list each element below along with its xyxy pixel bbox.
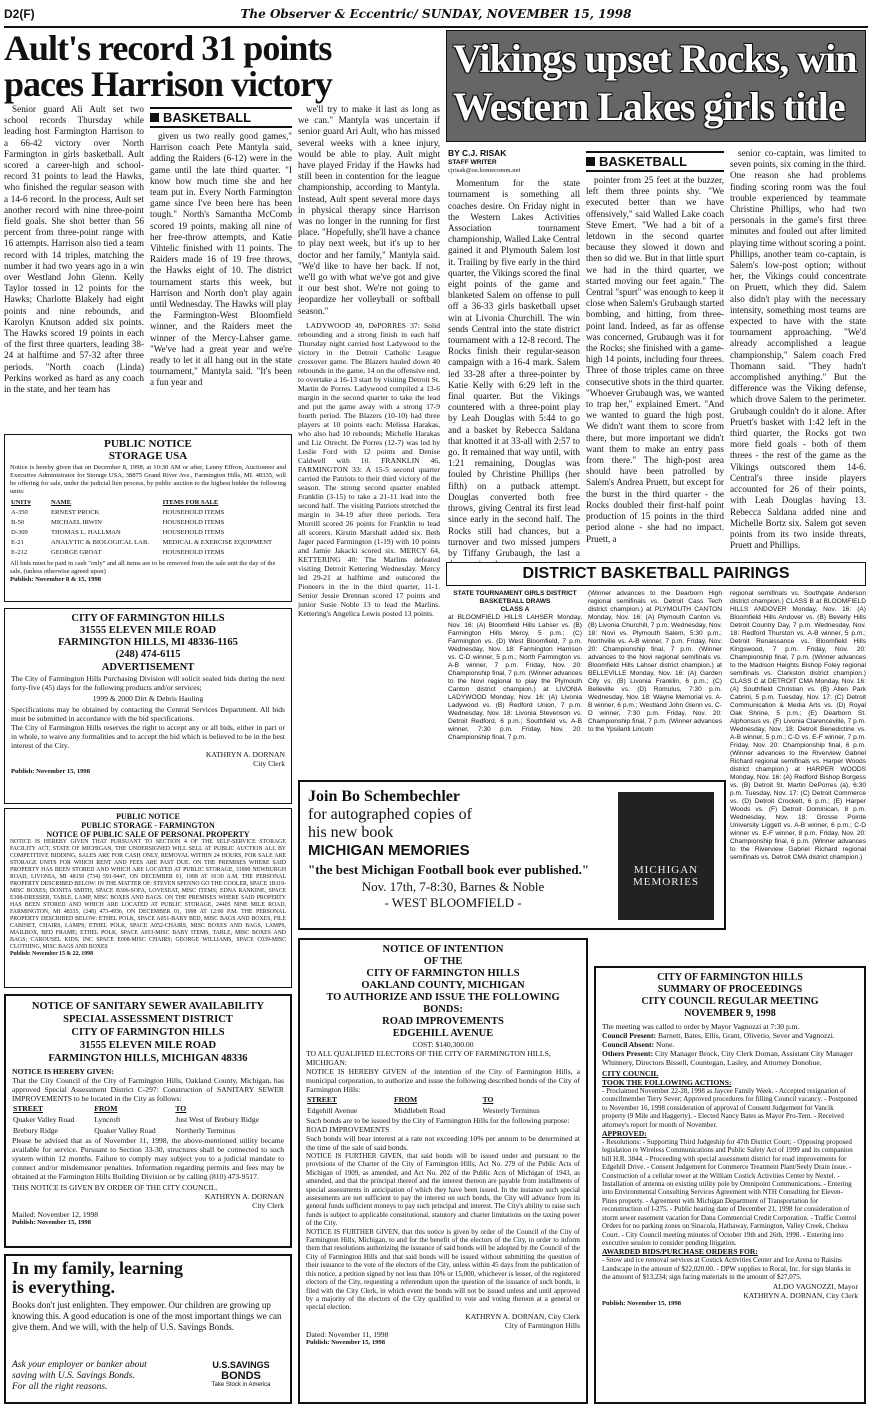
ps-body: NOTICE IS HEREBY GIVEN THAT PURSUANT TO SECTION 4 OF THE SELF-SERVICE STORAGE FACILITY ACT, STATE OF MICHIGAN, THE UNDERSIGNED WILL SELL AT PUBLIC AUCTION ALL BY COMPETITIVE BIDDING, SALES ARE FOR CASH ONLY, REMOVAL WITHIN 24 HOURS, FOR SALE ARE STORAGE UNITS FOR WHICH RENT AND FEES ARE PAST DUE. ON THE PREMISES WHERE SAID PROPERTY HAS BEEN STORED AND WHICH ARE LOCATED AT PUBLIC STORAGE, 31890 NEWBURGH ROAD, LIVONIA, MI 48150 (734) 591-9447, ON DECEMBER 01, 1998 AT 10:30 A.M. THE PERSONAL PROPERTY DESCRIBED BELOW: IN THE MATTER OF: STEVEN SPENNO GO THE COOLER, SPACE 1B119-MISC BOXES; DONITA SMITH, SPACE B306-SOFA, LOVESEAT, MISC ITEMS; EDNA RANKINE, SPACE E308-DRESSER, TABLE, LAMP, MISC BOXES AND BAGS. ON THE PREMISES WHERE SAID PROPERTY HAS BEEN STORED AND WHICH ARE LOCATED AT PUBLIC STORAGE, 24405 NINE MILE ROAD, FARMINGTON, MI 48335, (248) 473-4936, ON DECEMBER 01, 1998 AT 12:00 P.M. THE PERSONAL PROPERTY DESCRIBED BELOW: ETHEL POLK, SPACE A051-BABY BED, MISC BAGS AND BOXES, FILE CABINET, CHAIRS, LAMPS; ETHEL POLK, SPACE A052-CHAIRS, MISC BOXES AND BAGS, LAMPS, MAILBOX, BED FRAME; ETHEL POLK, SPACE A053-MISC BABY ITEMS, TABLE, MISC BOXES AND BAGS; CAROUSEL KIDS, INC SPACE E008-MISC CHAIRS; GEORGE WILLIAMS, SPACE C039-MISC CLOTHING, MISC BAGS AND BOXES <box>10 839 286 950</box>
bonds-headline-1: In my family, learning <box>12 1258 184 1278</box>
farm-ad-title-2: 31555 ELEVEN MILE ROAD <box>79 625 217 636</box>
table-row <box>10 538 286 548</box>
sewer-sig1: KATHRYN A. DORNAN <box>204 1192 284 1201</box>
summary-title-1: CITY OF FARMINGTON HILLS <box>657 972 803 983</box>
summary-present-label: Council Present: <box>602 1031 657 1040</box>
table-cell: Westerly Terminus <box>482 1106 540 1115</box>
schembechler-line3: his new book <box>308 824 394 841</box>
summary-sig2: KATHRYN A. DORNAN, City Clerk <box>743 1290 858 1300</box>
table-cell: Quaker Valley Road <box>13 1115 75 1124</box>
intent-p3: Such bonds will bear interest at a rate not exceeding 10% per annum to be determined at the time of the sale of said bonds. <box>306 1134 580 1152</box>
summary-absent-row <box>602 1040 858 1049</box>
farm-ad-sig2: City Clerk <box>253 759 285 768</box>
table-cell: E-21 <box>11 539 24 546</box>
table-cell: HOUSEHOLD ITEMS <box>162 549 225 556</box>
savings-bonds-logo <box>196 1360 286 1388</box>
table-cell: Brebury Ridge <box>13 1126 58 1135</box>
farmington-bid-notice <box>4 608 292 804</box>
vikings-headline-line1: Vikings upset Rocks, win <box>453 36 857 81</box>
summary-absent-label: Council Absent: <box>602 1040 655 1049</box>
sewer-title-2: SPECIAL ASSESSMENT DISTRICT <box>63 1014 233 1025</box>
savings-bonds-ad <box>4 1254 292 1404</box>
table-header: STREET <box>307 1095 337 1104</box>
sewer-given: NOTICE IS HEREBY GIVEN: <box>12 1067 115 1076</box>
summary-proceedings <box>594 966 866 1404</box>
table-header: UNIT# <box>11 499 31 506</box>
summary-present-row <box>602 1031 858 1040</box>
bonds-cta-3: For all the right reasons. <box>12 1382 108 1392</box>
table-cell: B-50 <box>11 519 25 526</box>
ps-title-2: PUBLIC STORAGE - FARMINGTON <box>81 821 215 830</box>
ault-tag-label: BASKETBALL <box>163 110 252 125</box>
book-cover-title-2: MEMORIES <box>632 876 700 888</box>
sewer-table <box>12 1103 284 1136</box>
intent-p5: NOTICE IS FURTHER GIVEN, that this notice is given by order of the Council of the City of Farmington Hills, Michigan, to and for the benefit of the electors of the City, in order to inform them that resolutions authorizing the issuance of said bonds will be adopted by the Council of the City of Farmington Hills and that said bonds will be issued without submitting the question of their issuance to the vote of the electors of the City, unless within 45 days from the publication of this notice, a petition signed by not less than 10% or 15,000, whichever is lesser, of the registered electors of the City, requesting a referendum upon the question of the issuance of such bonds, is filed with the City Clerk, in which event the bonds will not be issued unless and until approved by a majority of the electors of the City qualified to vote and voting thereon at a general or special election. <box>306 1227 580 1312</box>
farm-ad-title-3: FARMINGTON HILLS, MI 48336-1165 <box>58 637 238 648</box>
storage-usa-notice <box>4 434 292 602</box>
square-icon <box>150 113 159 122</box>
square-icon <box>586 157 595 166</box>
sewer-title-5: FARMINGTON HILLS, MICHIGAN 48336 <box>48 1053 248 1064</box>
sewer-title-1: NOTICE OF SANITARY SEWER AVAILABILITY <box>31 1001 265 1012</box>
ault-text-2: given us two really good games," Harrison coach Pete Mantyla said, adding the Raiders (6-12) were in the game until the late third quarter. "I know how much time she and her team put in. Every North Farmington game since I've been here has been tough." North's Samantha McComb scored 19 points, making all nine of her free-throw attempts, and Katie Vihtelic finished with 11 points. The Raiders made 16 of 19 free throws, the Hawks eight of 10. The district tournament starts this week, but Harrison and North don't play again until Wednesday. The Hawks will play the Farmington-West Bloomfield winner, and the Raiders meet the winner of the Mercy-Lahser game. "We've had a great year and we're ready to let it all hang out in the state tournament," Mantyla said. "It's been a fun year and <box>150 131 292 388</box>
farm-ad-p2: Specifications may be obtained by contacting the Central Services Department. All bids must be submitted in accordance with the bid specifications. <box>11 705 285 723</box>
summary-title-4: NOVEMBER 9, 1998 <box>684 1008 776 1019</box>
table-row <box>10 518 286 528</box>
page-header <box>4 4 868 28</box>
schembechler-event: Nov. 17th, 7-8:30, Barnes & Noble <box>361 879 545 894</box>
ault-headline-line2: paces Harrison victory <box>4 64 332 104</box>
schembechler-book-title: MICHIGAN MEMORIES <box>308 842 470 859</box>
summary-awarded-list: - Snow and ice removal services at Costick Activities Center and Ice Arena to Raisins Landscape in the amount of $22,020.00. - DPW supplies to Rocal, Inc. for sign blanks in the amount of $13,234; sign facing materials in the amount of $27,075. <box>602 1256 851 1282</box>
table-header: FROM <box>94 1104 118 1113</box>
intent-title-6: BONDS: <box>423 1004 463 1015</box>
pairings-class-a: CLASS A <box>500 606 530 613</box>
table-cell: D-309 <box>11 529 28 536</box>
intent-title-4: OAKLAND COUNTY, MICHIGAN <box>361 980 525 991</box>
sewer-p3: THIS NOTICE IS GIVEN BY ORDER OF THE CITY COUNCIL. <box>12 1183 218 1192</box>
vikings-text-2: pointer from 25 feet at the buzzer, left them three points shy. "We executed better than we have offensively," said Walled Lake coach Steve Emert. "We had a bit of a letdown in the second quarter because they slowed it down and then so did we. But in that little spurt we had in the third quarter, we started moving our feet again." The Central "spurt" was enough to keep it close when Salem's Grubaugh started bombing, and hitting, from three-point land. Indeed, as far as offense was concerned, Grubaugh was it for the Rocks; she finished with a game-high 14 points, including four threes. Three of those triples came on three consecutive shots in the third quarter. "Whoever Grubaugh was, we wanted to trap her," explained Emert. "And we wanted to guard the high post. We didn't want them to score from there, but more important we didn't want them to make an entry pass from there." The high-post area should have been patrolled by Salem's Andrea Pruett, but except for the burst in the third quarter - the Rocks doubled their first-half point production of 15 points in the third period alone - she had no impact. Pruett, a <box>586 175 724 544</box>
vikings-byline-role: STAFF WRITER <box>448 159 497 167</box>
table-cell: MEDICAL & EXERCISE EQUIPMENT <box>162 539 273 546</box>
schembechler-ad <box>298 780 726 930</box>
table-header-row <box>12 1103 284 1114</box>
sewer-p2: Please be advised that as of November 11, 1998, the above-mentioned utility became available for service. Pursuant to Section 33-30, structures shall be connected to such system within 12 months. Failure to comply may subject you to a judicial mandate to connect and/or misdemeanor penalties. Information regarding permits and fees may be obtained at the Farmington Hills Building Division or by calling (810) 473-9517. <box>12 1136 284 1181</box>
intent-p4: NOTICE IS FURTHER GIVEN, that said bonds will be issued under and pursuant to the provisions of the Charter of the City of Farmington Hills, Act No. 279 of the Public Acts of Michigan of 1909, as amended, and Act No. 202 of the Public Acts of Michigan of 1943, as amended, and that the principal thereof and the interest thereon are payable from installments of special assessments in anticipation of which they have been issued. In the instance such special assessments are not sufficient to pay the interest on such bonds, the City will advance from its general funds sufficient moneys to pay such principal and interest. The City's ability to raise such funds is subject to applicable constitutional, statutory and charter limitations on the taxing power of the City. <box>306 1152 580 1228</box>
intent-table <box>306 1094 580 1116</box>
summary-actions: - Proclaimed November 22-28, 1998 as Jaycee Family Week. - Accepted resignation of councilmember Terry Sever; Approved procedures for filling Council vacancy. - Postponed to November 16, 1998 consideration of approval of Consent Judgement for Vancik property (9 Mile and Haggerty). - Elected Nancy Bates as Mayor Pro-Tem. - Received attorney's report for month of November. <box>602 1087 858 1129</box>
ault-tag <box>150 107 292 128</box>
intent-p1: NOTICE IS HEREBY GIVEN of the intention of the City of Farmington Hills, a municipal corporation, to authorize and issue the following described bonds of the City of Farmington Hills: <box>306 1067 580 1094</box>
table-cell: Quaker Valley Road <box>94 1126 156 1135</box>
sewer-title-4: 31555 ELEVEN MILE ROAD <box>79 1040 217 1051</box>
ps-publish: Publish: November 15 & 22, 1998 <box>10 951 93 957</box>
table-cell: Northerly Terminus <box>175 1126 236 1135</box>
farm-ad-p3: The City of Farmington Hills reserves the right to accept any or all bids, either in part or in whole, to waive any formalities and to accept the bid which is believed to be in the best interest of the City. <box>11 723 285 750</box>
intent-title-1: NOTICE OF INTENTION <box>382 944 504 955</box>
table-header-row <box>10 498 286 508</box>
pairings-column-3 <box>730 590 866 962</box>
ault-column-1 <box>4 104 144 430</box>
summary-present: Barnett, Bates, Ellis, Grant, Oliverio, Sever and Vagnozzi. <box>657 1031 835 1040</box>
farm-ad-p1: The City of Farmington Hills Purchasing Division will solicit sealed bids during the next forty-five (45) days for the following products and/or services; <box>11 674 285 692</box>
sewer-publish: Publish: November 15, 1998 <box>12 1219 92 1226</box>
intent-to: TO ALL QUALIFIED ELECTORS OF THE CITY OF FARMINGTON HILLS, MICHIGAN: <box>306 1049 551 1067</box>
storage-usa-table <box>10 498 286 558</box>
bonds-headline-2: is everything. <box>12 1277 115 1297</box>
ps-title-1: PUBLIC NOTICE <box>116 812 180 821</box>
vikings-tag <box>586 151 724 172</box>
bonds-cta-1: Ask your employer or banker about <box>12 1360 147 1370</box>
vikings-byline: BY C.J. RISAK <box>448 148 507 158</box>
ps-title-3: NOTICE OF PUBLIC SALE OF PERSONAL PROPERTY <box>46 830 250 839</box>
vikings-headline-line2: Western Lakes girls title <box>453 84 845 129</box>
pairings-banner: DISTRICT BASKETBALL PAIRINGS <box>446 562 866 586</box>
intent-title-8: EDGEHILL AVENUE <box>392 1028 494 1039</box>
table-cell: MICHAEL IRWIN <box>51 519 102 526</box>
sewer-sig2: City Clerk <box>252 1201 284 1210</box>
table-cell: HOUSEHOLD ITEMS <box>162 519 225 526</box>
sewer-mailed: Mailed: November 12, 1998 <box>12 1210 99 1219</box>
pairings-column-2 <box>588 590 722 790</box>
table-cell: Edgehill Avenue <box>307 1106 358 1115</box>
pairings-text-1: at BLOOMFIELD HILLS LAHSER Monday, Nov. 16: (A) Bloomfield Hills Lahser vs. (B) Farmington Hills Mercy, 5 p.m.; (C) Farmington vs. (D) West Bloomfield, 7 p.m. Wednesday, Nov. 18: Farmington Harrison vs. C-D winner, 5 p.m.; North Farmington vs. A-B winner, 7 p.m. Friday, Nov. 20: Championship final, 7 p.m. (Winner advances to the Novi regional to play the Plymouth Canton district champion.) at LIVONIA LADYWOOD Monday, Nov. 16: (A) Livonia Ladywood vs. (B) Redford Union, 7 p.m. Wednesday, Nov. 18: Livonia Stevenson vs. Detroit Redford, 6 p.m.; Southfield vs. A-B winner, 7:30 p.m. Friday, Nov. 20: Championship final, 7 p.m. <box>448 614 582 741</box>
summary-sig1: ALDO VAGNOZZI, Mayor <box>772 1281 858 1291</box>
ault-column-2 <box>150 104 292 430</box>
ault-column-3 <box>298 104 440 760</box>
table-cell: Middlebelt Road <box>393 1106 446 1115</box>
summary-others: City Manager Brock, City Clerk Dornan, Assistant City Manager Whinnery, Directors Bissell, Countegan, Lasley, and Attorney Donohue. <box>602 1049 853 1067</box>
summary-others-row <box>602 1049 858 1067</box>
storage-usa-title-2: STORAGE USA <box>108 450 188 462</box>
schembechler-quote: "the best Michigan Football book ever published." <box>308 862 590 877</box>
intent-title-7: ROAD IMPROVEMENTS <box>382 1016 504 1027</box>
table-row <box>10 528 286 538</box>
table-header: FROM <box>393 1095 418 1104</box>
bonds-logo-1: U.S.SAVINGS <box>212 1360 270 1370</box>
table-row <box>12 1125 284 1136</box>
summary-approved: APPROVED: <box>602 1129 647 1139</box>
table-header: ITEMS FOR SALE <box>162 499 219 506</box>
storage-usa-body: Notice is hereby given that on December 8, 1998, at 10:30 AM or after, Lenny Effron, Auctioneer and Executive Administrator for Storage USA, 38875 Grand River Ave., Farmington Hills, MI. 48335, will be offering for sale, under the judicial lien process, by public auction to the highest bidder the following units: <box>10 464 286 495</box>
vikings-email: cjrisak@oe.homecomm.net <box>448 167 521 175</box>
summary-publish: Publish: November 15, 1998 <box>602 1299 682 1307</box>
farm-ad-publish: Publish: November 15, 1998 <box>11 768 91 775</box>
intent-sig1: KATHRYN A. DORNAN, City Clerk <box>465 1311 580 1321</box>
table-cell: HOUSEHOLD ITEMS <box>162 529 225 536</box>
intent-p2: Such bonds are to be issued by the City of Farmington Hills for the following purpose: <box>306 1116 570 1125</box>
farm-ad-title-1: CITY OF FARMINGTON HILLS <box>71 613 225 624</box>
intent-title-3: CITY OF FARMINGTON HILLS <box>366 968 520 979</box>
storage-usa-publish: Publish: November 8 & 15, 1998 <box>10 576 102 583</box>
schembechler-location: - WEST BLOOMFIELD - <box>384 895 522 910</box>
table-row <box>10 548 286 558</box>
ault-headline-line1: Ault's record 31 points <box>4 28 332 68</box>
table-header: TO <box>482 1095 494 1104</box>
intent-publish: Publish: November 15, 1998 <box>306 1338 386 1346</box>
table-row <box>10 508 286 518</box>
pairings-title: STATE TOURNAMENT GIRLS DISTRICT BASKETBALL DRAWS <box>453 590 577 605</box>
summary-awarded: AWARDED BIDS/PURCHASE ORDERS FOR: <box>602 1247 758 1257</box>
ault-text-1: Senior guard Ali Ault set two school records Thursday while leading host Farmington Harrison to a 66-42 victory over North Farmington in girls basketball. Ault scored a career-high and school-record 31 points to lead the Hawks, who finished the regular season with a 14-6 record. In the process, Ault set another record with nine three-point field goals. She shot better than 56 percent from three-point range with 16 attempts. Harrison also tied a team record with 14 triples, matching the number it had two years ago in a win over Westland John Glenn. Kelly Taylor tossed in 12 points for the Hawks; Charlotte Blakely had eight points and nine rebounds, and Karolyn Knutson added six points. The Hawks scored 19 points in each of the first three quarters, leading 38-24 at halftime and 57-32 after three periods. "North coach (Linda) Perkins worked as hard as any coach in the state, and her team has <box>4 104 144 395</box>
ault-roundup: LADYWOOD 49, DePORRES 37: Solid rebounding and a strong finish in each half Thursday night carried host Ladywood to the victory in the Detroit Catholic League crossover game. The Blazers hauled down 40 rebounds in the game, 14 on the offensive end, to overtake a 16-13 start by visiting Detroit St. Martin de Porres. Ladywood compiled a 13-6 margin in the second quarter to take the lead and put the game away with a strong 17-9 fourth period. The Blazers (10-10) had three players at 10 points each: Melissa Harakas, who also had 10 rebounds; Michelle Harakas and Liz Otrecht. De Porres (12-7) was led by Leslie Ford with 12 points and Denise Caldwell with 10. FRANKLIN 46, FARMINGTON 33: A 15-5 second quarter carried the Patriots to their third victory of the season. The strong second quarter enabled Franklin (3-15) to take a 21-11 lead into the second half. The visiting Patriots stretched the margin to 34-19 after three periods. Tera Morrill scored 26 points for Franklin to lead all scorers. Kirstin Marshall added six. Beth Jager paced Farmington (1-19) with 10 points and Jamie Jakacki scored six. MERCY 64, KETTERING 40: The Marlins defeated visiting Detroit Kettering Wednesday. Mercy led 29-21 at halftime and outscored the Pioneers in the in the third quarter, 11-1. Senior Jessie Drennan scored 17 points and junior Susie Noble 13 to lead the Marlins. Kettering's Angelica Lewis posted 13 points. <box>298 320 440 618</box>
sewer-p1: That the City Council of the City of Farmington Hills, Oakland County, Michigan, has approved Special Assessment District C-297: Construction of SANITARY SEWER IMPROVEMENTS to be located in the City as follows: <box>12 1076 284 1103</box>
table-cell: Lyncroft <box>94 1115 121 1124</box>
page-number: D2(F) <box>4 7 35 21</box>
summary-cc: CITY COUNCIL <box>602 1069 659 1078</box>
table-cell: THOMAS L. HALLMAN <box>51 529 121 536</box>
intent-dated: Dated: November 11, 1998 <box>306 1329 389 1339</box>
sewer-title-3: CITY OF FARMINGTON HILLS <box>71 1027 225 1038</box>
table-cell: GEORGE GROAT <box>51 549 102 556</box>
summary-title-2: SUMMARY OF PROCEEDINGS <box>657 984 803 995</box>
schembechler-line2: for autographed copies of <box>308 806 472 823</box>
sewer-notice <box>4 994 292 1248</box>
schembechler-line1: Join Bo Schembechler <box>308 788 460 805</box>
table-cell: ERNEST PROCK <box>51 509 100 516</box>
vikings-tag-label: BASKETBALL <box>599 154 688 169</box>
intent-title-5: TO AUTHORIZE AND ISSUE THE FOLLOWING <box>326 992 560 1003</box>
table-cell: ANALYTIC & BIOLOGICAL LAB. <box>51 539 149 546</box>
table-row <box>306 1105 580 1116</box>
vikings-headline-box <box>446 30 866 142</box>
table-row <box>12 1114 284 1125</box>
vikings-text-3: senior co-captain, was limited to seven points, six coming in the third. One reason she had problems finding scoring room was the foul trouble experienced by teammate Christine Phillips, who had two personals in the game's first three minutes and fouled out after limited playing time without scoring a point. Phillips, another team co-captain, is Salem's low-post option; without her, the Vikings could concentrate on Pruett, which they did. Salem also didn't play with the necessary intensity, something most teams are expected to have with the state tournament approaching. "We'd already accomplished a league championship," Salem coach Fred Thomann said. "They hadn't accomplished anything." But the difference was the Viking defense, which drove Salem to the perimeter. Grubaugh couldn't do it alone. After Pruett's basket with 1:42 left in the third quarter, the Rocks got two more field goals - both of them threes - the rest of the game as the Vikings outscored them 14-6. Central's three inside players accounted for 26 of their points, with Leah Douglas having 13. Rebecca Saldana added nine and Michelle Bortz six. Salem got seven points from its two inside threats, Pruett and Phillips. <box>730 148 866 551</box>
summary-took: TOOK THE FOLLOWING ACTIONS: <box>602 1078 732 1087</box>
summary-title-3: CITY COUNCIL REGULAR MEETING <box>641 996 819 1007</box>
summary-absent: None. <box>656 1040 675 1049</box>
summary-called: The meeting was called to order by Mayor Vagnozzi at 7:30 p.m. <box>602 1022 800 1031</box>
pairings-column-1 <box>448 590 582 790</box>
summary-approved-list: - Resolutions: - Supporting Third Judgeship for 47th District Court; - Opposing proposed legislation re Wireless Communications and Public Safety Act of 1999 and its companion bill H.R. 3844. - Proceeding with special assessment district for road improvements for Edgehill Drive. - Consent Judgement for Commerce Treatment Plant/Seely Drain issue. - Construction of a cellular tower at the William Costick Activities Center by Nextel. - Installation of antenna on existing utility pole by Omnipoint Communications. - Entering into Environmental Consulting Services Agreement with NTH Consulting for Eleven-Pines property. - Agreement with Michigan Department of Transportation for reconstruction of I-275. - Public hearing date of December 21, 1998 for consideration of storm sewer easement vacation for Dana Commercial Credit Corporation. - Traffic Control Orders for no parking zones on Sinacola, Hathaway, Farmington, Valley Creek, Chelsea Court. - City Council meeting minutes of October 19th and 26th, 1998. - Entering into executive session to consider pending litigation. <box>602 1138 857 1247</box>
intent-sig2: City of Farmington Hills <box>504 1320 580 1330</box>
bonds-logo-3: Take Stock in America <box>211 1382 271 1388</box>
vikings-text-1: Momentum for the state tournament is something all coaches desire. On Friday night in the Western Lakes Activities Association tournament championship, Walled Lake Central gained it and Plymouth Salem lost it. Trailing by five early in the third quarter, the Vikings scored the final eight points of the game and blanketed Salem on offense to pull off a 36-33 girls basketball upset win at Livonia Churchill. The win sends Central into the state district tournament with a 12-8 record. The Rocks finish their regular-season campaign with a 16-4 mark. Salem led 33-28 after a three-pointer by Katie Kelly with 6:29 left in the final quarter. But the Vikings countered with a three-point play by Leah Douglas with 5:44 to go and a basket by Rebecca Saldana that knotted it at 33-all with 2:57 to go. It remained that way until, with 1:21 remaining, Douglas was fouled by Christine Phillips (her fifth) on a putback attempt. Douglas converted both free throws, giving Central its first lead since early in the second half. The Rocks still had chances, but a turnover and two missed jumpers by Tiffany Grubaugh, the last a <box>448 178 580 558</box>
farm-ad-sig1: KATHRYN A. DORNAN <box>205 750 285 759</box>
table-header: STREET <box>13 1104 43 1113</box>
pairings-text-3: regional semifinals vs. Southgate Anderson district champion.) CLASS B at BLOOMFIELD HILLS ANDOVER Monday, Nov. 16: (A) Bloomfield Hills Andover vs. (B) Beverly Hills Detroit Country Day, 7 p.m. Wednesday, Nov. 18: Redford Thurston vs. A-B winner, 5 p.m.; Detroit Renaissance vs. Bloomfield Hills Kingswood, 7 p.m. Friday, Nov. 20: Championship final, 7 p.m. (Winner advances to the Madison Heights Bishop Foley regional semifinals vs. Clarkston district champion.) CLASS C at DETROIT CMA Monday, Nov. 16: (A) Southfield Christian vs. (B) Allen Park Cabrini, 5 p.m. Tuesday, Nov. 17: (C) Detroit Communication & Media Arts vs. (D) Royal Oak Shrine, 5 p.m.; (E) Dearborn St. Alphonsus vs. (F) Livonia Clarenceville, 7 p.m. Wednesday, Nov. 18: Detroit Benedictine vs. A-B winner, 5 p.m.; C-D vs. E-F winner, 7 p.m. Friday, Nov. 20: Championship final, 6 p.m. (Winner advances to the Riverview Gabriel Richard regional semifinals vs. Harper Woods district champion.) at HARPER WOODS Monday, Nov. 16: (A) Redford Bishop Borgess vs. (B) Detroit St. Martin DePorres (a), 6:30 p.m. Tuesday, Nov. 17: (C) Detroit Commerce vs. (D) Detroit Crockett, 6 p.m.; (E) Harper Woods vs. (F) Detroit Dominican, 8 p.m. Wednesday, Nov. 18: Grosse Pointe University Liggett vs. A-B winner, 6 p.m.; C-D winner vs. E-F winner, 8 p.m. Friday, Nov. 20: Championship final, 6 p.m. (Winner advances to the Riverview Gabriel Richard regional semifinals vs. Detroit CMA district champion.) <box>730 590 866 861</box>
intent-cost: COST: $140,300.00 <box>412 1040 474 1049</box>
summary-others-label: Others Present: <box>602 1049 654 1058</box>
table-header: NAME <box>51 499 72 506</box>
table-cell: E-212 <box>11 549 28 556</box>
storage-usa-title-1: PUBLIC NOTICE <box>104 438 192 450</box>
masthead: The Observer & Eccentric/ SUNDAY, NOVEMBER 15, 1998 <box>240 7 632 21</box>
bonds-cta-2: saving with U.S. Savings Bonds. <box>12 1371 135 1381</box>
table-header-row <box>306 1094 580 1105</box>
table-header: TO <box>175 1104 187 1113</box>
book-cover-image <box>618 792 714 920</box>
farm-ad-item: 1999 & 2000 Dirt & Debris Hauling <box>92 694 204 703</box>
table-cell: Just West of Brebury Ridge <box>175 1115 259 1124</box>
ault-text-3: we'll try to make it last as long as we can." Mantyla was uncertain if senior guard Ari Ault, who has missed several weeks with a knee injury, would be able to play. Ault might have played Friday if the Hawks had still been in contention for the league championship, according to Mantyla. Instead, Ault spent several more days in physical therapy since Harrison was no longer in the running for first place. "Hopefully, she'll have a chance to play next week, but it's up to her doctor and her family," Mantyla said. "We'd like to have her back. If not, we'll go with what we've got and give it our best shot. We're not going to jeopardize her volleyball or softball season." <box>298 104 440 316</box>
bonds-logo-2: BONDS <box>221 1370 261 1382</box>
intent-purpose: ROAD IMPROVEMENTS <box>306 1125 390 1134</box>
farm-ad-title-5: ADVERTISEMENT <box>101 662 195 673</box>
pairings-text-2: (Winner advances to the Dearborn High regional semifinals vs. Detroit Cass Tech district champion.) at PLYMOUTH CANTON Monday, Nov. 16: (A) Plymouth Canton vs. (B) Livonia Churchill, 7 p.m. Wednesday, Nov. 18: Novi vs. Plymouth Salem, 5:30 p.m.; Northville vs. A-B winner, 7 p.m. Friday, Nov. 20: Championship final, 7 p.m. (Winner advances to the Novi regional semifinals vs. Bloomfield Hills Lahser district champion.) at BELLEVILLE Monday, Nov. 16: (A) Garden City vs. (B) Livonia Franklin, 6 p.m.; (C) Belleville vs. (D) Romulus, 7:30 p.m. Wednesday, Nov. 18: Wayne Memorial vs. A-B winner, 6 p.m.; Westland John Glenn vs. C-D winner, 7:30 p.m. Friday, Nov. 20: Championship final, 7 p.m. (Winner advances to the Ypsilanti Lincoln <box>588 590 722 733</box>
farm-ad-phone: (248) 474-6115 <box>115 649 181 660</box>
intent-title-2: OF THE <box>423 956 463 967</box>
book-cover-title-1: MICHIGAN <box>633 864 699 876</box>
table-cell: A-350 <box>11 509 28 516</box>
table-cell: HOUSEHOLD ITEMS <box>162 509 225 516</box>
ault-headline <box>4 30 442 102</box>
storage-usa-footer: All bids must be paid in cash "only" and all items are to be removed from the sale unit the day of the sale, (unless otherwise agreed upon) <box>10 560 276 575</box>
intention-notice <box>298 938 588 1404</box>
public-storage-notice <box>4 808 292 988</box>
bonds-body: Books don't just enlighten. They empower. Our children are growing up knowing this. A good education is one of the most important things we can give them. And we will, with the help of U.S. Savings Bonds. <box>12 1300 282 1332</box>
